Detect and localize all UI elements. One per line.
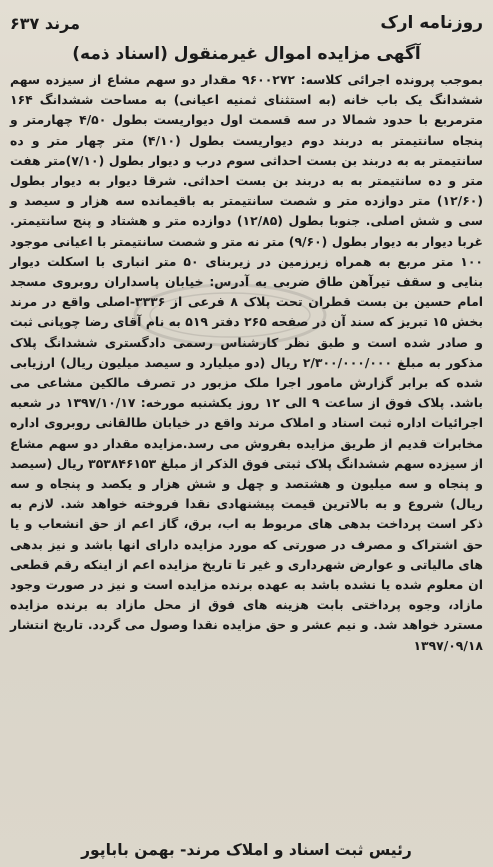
city-issue-number: مرند ۶۳۷ (10, 13, 80, 33)
clipping-header (10, 8, 483, 38)
newspaper-name: روزنامه ارک (380, 13, 483, 33)
notice-title: آگهی مزایده اموال غیرمنقول (اسناد ذمه) (72, 44, 421, 64)
signature-line: رئیس ثبت اسناد و املاک مرند- بهمن باباپور (81, 841, 412, 859)
faded-stamp-icon (130, 280, 330, 350)
notice-body: بموجب پرونده اجرائی کلاسه: ۹۶۰۰۲۷۲ مقدار دو سهم مشاع از سیزده سهم ششدانگ یک باب خانه (به استثنای ثمنیه اعیانی) به مساحت ششدانگ ۱۶۴ مترمربع با حدود شمالا در سه قسمت اول دیواریست بطول ۴/۵۰ چهارمتر و پنجاه سانتیمتر به دربند دوم دیواریست بطول (۴/۱۰) متر چهار متر و ده سانتیمتر به به دربند بن بست احداثی سوم درب و دیوار بطول (۷/۱۰)متر هفت متر و ده سانتیمتر به به دربند بن بست احداثی. شرقا دیوار به دیوار بطول (۱۲/۶۰) متر دوازده متر و شصت سانتیمتر به باقیمانده سه هزار و سیصد و سی و شش اصلی. جنوبا بطول (۱۲/۸۵) دوازده متر و هشتاد و پنج سانتیمتر. غربا دیوار به دیوار بطول (۹/۶۰) متر نه متر و شصت سانتیمتر با اعیانی موجود ۱۰۰ متر مربع به همراه زیرزمین در زیربنای ۵۰ متر انباری با اسکلت دیوار بنایی و سقف تیرآهن طاق ضربی به آدرس: خیابان پاسداران روبروی مسجد امام حسین بن بست قطران تحت پلاک ۸ فرعی از ۳۳۳۶-اصلی واقع در مرند بخش ۱۵ تبریز که سند آن در صفحه ۲۶۵ دفتر ۵۱۹ به نام آقای رضا چوپانی ثبت و صادر شده است و طبق نظر کارشناس رسمی دادگستری ششدانگ پلاک مذکور به مبلغ ۲/۳۰۰/۰۰۰/۰۰۰ ریال (دو میلیارد و سیصد میلیون ریال) ارزیابی شده که برابر گزارش مامور اجرا ملک مزبور در تصرف مالکین مشاعی می باشد. پلاک فوق از ساعت ۹ الی ۱۲ روز یکشنبه مورخه: ۱۳۹۷/۱۰/۱۷ در شعبه اجرائیات اداره ثبت اسناد و املاک مرند واقع در خیابان طالقانی روبروی اداره مخابرات قدیم از طریق مزایده بفروش می رسد.مزایده مقدار دو سهم مشاع از سیزده سهم ششدانگ پلاک ثبتی فوق الذکر از مبلغ ۳۵۳۸۴۶۱۵۳ ریال (سیصد و پنجاه و سه میلیون و هشتصد و چهل و شش هزار و یکصد و پنجاه و سه ریال) شروع و به بالاترین قیمت پیشنهادی نقدا فروخته خواهد شد. لازم به ذکر است پرداخت بدهی های مربوط به اب، برق، گاز اعم از حق انشعاب و یا حق اشتراک و مصرف در صورتی که مورد مزایده دارای انها باشد و نیز بدهی های مالیاتی و عوارض شهرداری و غیر تا تاریخ مزایده اعم از اینکه رقم قطعی ان معلوم شده یا نشده باشد به عهده برنده مزایده است و نیز در صورت وجود مازاد، وجوه پرداختی بابت هزینه های فوق از محل مازاد به برنده مزایده مسترد خواهد شد. و نیم عشر و حق مزایده نقدا وصول می گردد. تاریخ انتشار ۱۳۹۷/۰۹/۱۸ (10, 72, 484, 653)
